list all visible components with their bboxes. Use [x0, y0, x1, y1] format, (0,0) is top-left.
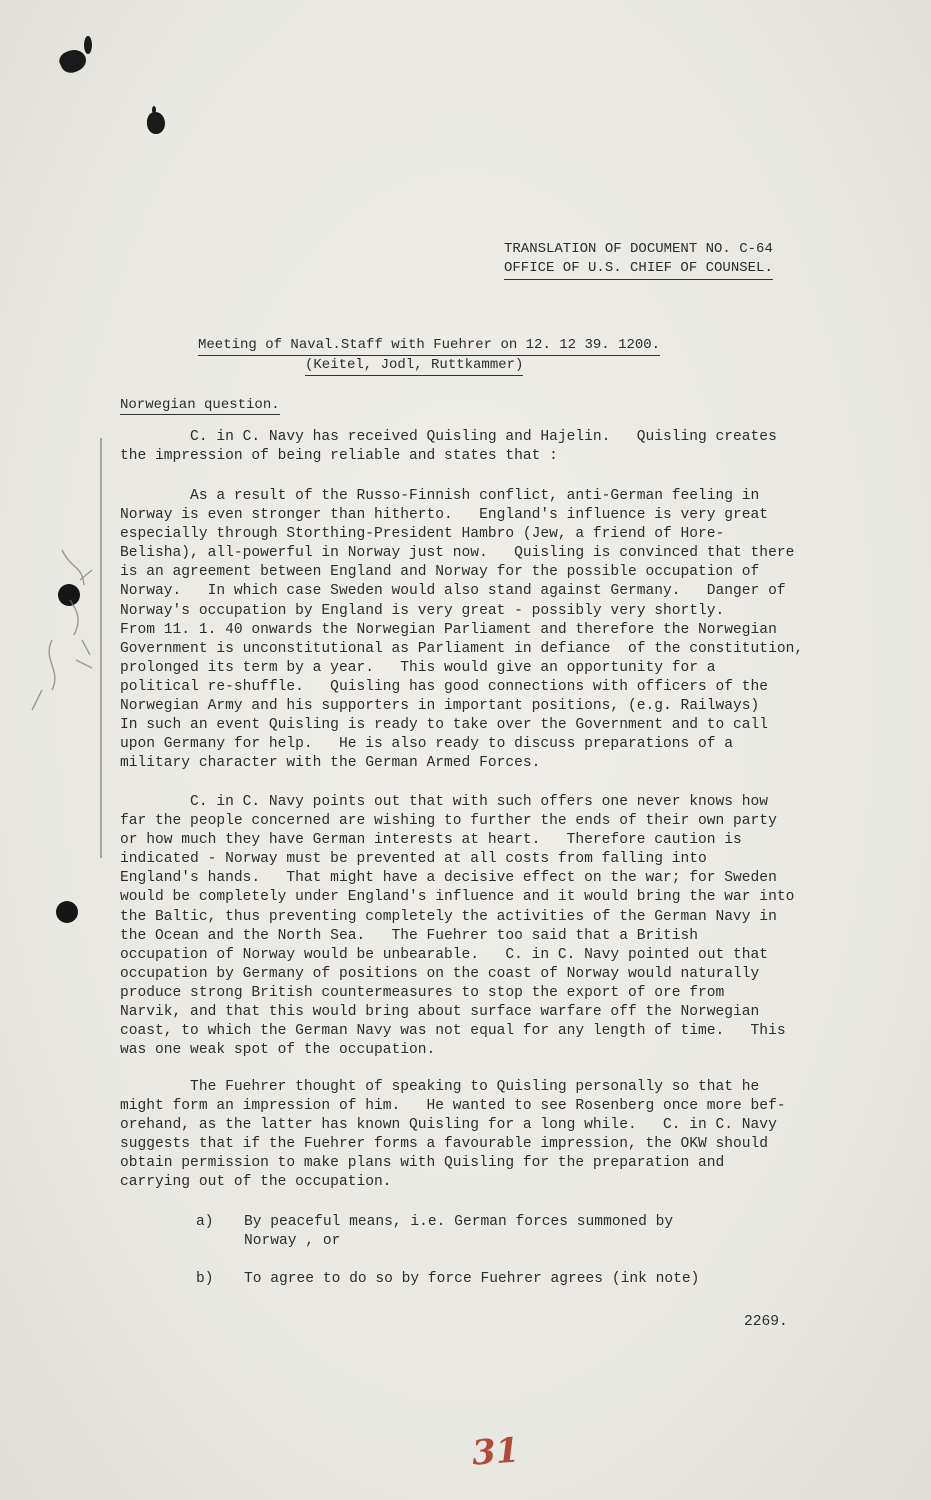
header-office: OFFICE OF U.S. CHIEF OF COUNSEL. — [504, 259, 773, 280]
page-number: 2269. — [744, 1314, 788, 1330]
section-heading: Norwegian question. — [120, 397, 280, 413]
list-text: By peaceful means, i.e. German forces summoned by Norway , or — [244, 1214, 674, 1249]
meeting-title: Meeting of Naval.Staff with Fuehrer on 12. 12 39. 1200. — [198, 336, 660, 356]
header-title: TRANSLATION OF DOCUMENT NO. C-64 — [504, 241, 773, 257]
document-header — [504, 240, 844, 280]
margin-scribble — [22, 540, 102, 720]
folio-number: 31 — [470, 1430, 521, 1474]
paragraph-4: The Fuehrer thought of speaking to Quisling personally so that he might form an impression of him. He wanted to see Rosenberg once more bef- orehand, as the latter has known Quisling for a long while. C. in C. Navy suggests that if the Fuehrer forms a favourable impression, the OKW should obtain permission to make plans with Quisling for the preparation and carrying out of the occupation. — [120, 1079, 786, 1191]
list-marker: a) — [196, 1214, 214, 1230]
list-item-a — [196, 1213, 673, 1251]
list-text: To agree to do so by force Fuehrer agrees (ink note) — [244, 1271, 700, 1287]
punch-hole — [56, 901, 78, 923]
list-item-b — [196, 1270, 699, 1289]
ink-blot — [147, 112, 165, 134]
ink-blot — [152, 106, 156, 114]
paragraph-3: C. in C. Navy points out that with such offers one never knows how far the people concerned are wishing to further the ends of their own party or how much they have German interests at heart. Therefore caution is indicated - Norway must be prevented at all costs from falling into England's hands. That might have a decisive effect on the war; for Sweden would be completely under England's influence and it would bring the war into the Baltic, thus preventing completely the activities of the German Navy in the Ocean and the North Sea. The Fuehrer too said that a British occupation of Norway would be unbearable. C. in C. Navy pointed out that occupation by Germany of positions on the coast of Norway would naturally produce strong British countermeasures to stop the export of ore from Narvik, and that this would bring about surface warfare off the Norwegian coast, to which the German Navy was not equal for any length of time. This was one weak spot of the occupation. — [120, 794, 795, 1059]
list-marker: b) — [196, 1271, 214, 1287]
meeting-heading — [198, 336, 758, 376]
meeting-attendees: (Keitel, Jodl, Ruttkammer) — [305, 356, 523, 376]
paragraph-2: As a result of the Russo-Finnish conflict, anti-German feeling in Norway is even stronger than hitherto. England's influence is very great especially through Storthing-President Hambro (Jew, a friend of Hore- Belisha), all-powerful in Norway just now. Quisling is convinced that there is an agreement between England and Norway for the possible occupation of Norway. In which case Sweden would also stand against Germany. Danger of Norway's occupation by England is very great - possibly very shortly. From 11. 1. 40 onwards the Norwegian Parliament and therefore the Norwegian Government is unconstitutional as Parliament in defiance of the constitution, prolonged its term by a year. This would give an opportunity for a political re-shuffle. Quisling has good connections with officers of the Norwegian Army and his supporters in important positions, (e.g. Railways) In such an event Quisling is ready to take over the Government and to call upon Germany for help. He is also ready to discuss preparations of a military character with the German Armed Forces. — [120, 488, 804, 772]
ink-blot — [84, 36, 92, 54]
paragraph-1: C. in C. Navy has received Quisling and Hajelin. Quisling creates the impression of being reliable and states that : — [120, 429, 777, 465]
